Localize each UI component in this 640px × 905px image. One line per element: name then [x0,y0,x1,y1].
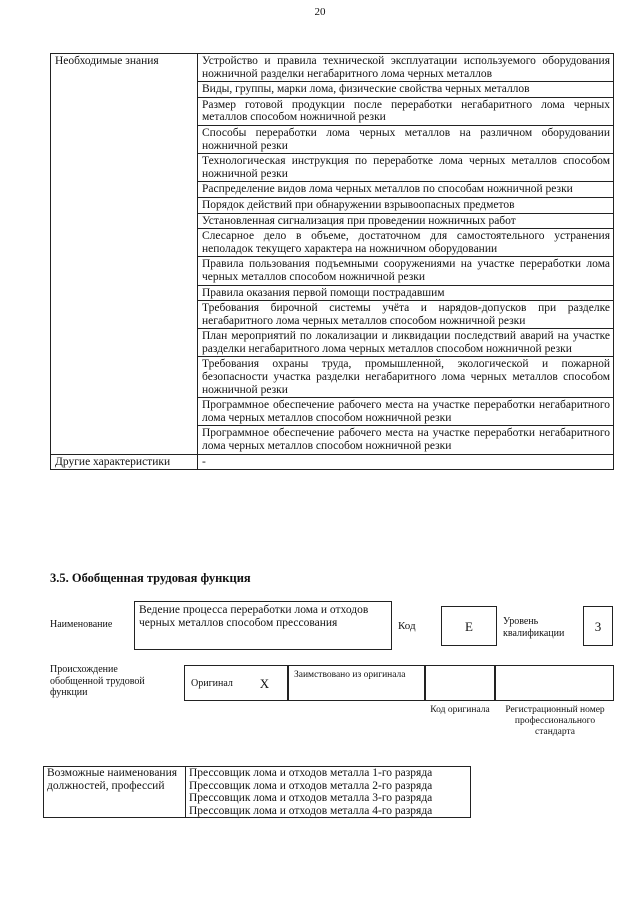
other-characteristics-label: Другие характеристики [51,454,198,470]
code-label: Код [398,620,416,632]
knowledge-item: Требования бирочной системы учёта и нарядов-допусков при разделке негабаритного лома черных металлов способом ножничной резки [198,301,614,329]
section-heading: 3.5. Обобщенная трудовая функция [50,571,251,585]
positions-table [43,766,471,818]
position-item: Прессовщик лома и отходов металла 1-го разряда [189,767,433,779]
original-label: Оригинал [184,665,242,701]
name-value: Ведение процесса переработки лома и отходов черных металлов способом прессования [134,601,392,650]
knowledge-item: Установленная сигнализация при проведении ножничных работ [198,213,614,229]
positions-list [186,767,471,818]
position-item: Прессовщик лома и отходов металла 2-го разряда [189,779,433,792]
knowledge-item: Программное обеспечение рабочего места на участке переработки негабаритного лома черных металлов способом ножничной резки [198,426,614,454]
borrowed-label: Заимствовано из оригинала [288,665,425,701]
position-item: Прессовщик лома и отходов металла 4-го разряда [189,804,433,817]
positions-label: Возможные наименования должностей, профессий [44,767,186,818]
code-original-cell [425,665,495,701]
level-value: 3 [583,606,613,646]
knowledge-item: Устройство и правила технической эксплуатации используемого оборудования ножничной разделки негабаритного лома черных металлов [198,54,614,82]
knowledge-item: Виды, группы, марки лома, физические свойства черных металлов [198,82,614,98]
knowledge-item: Способы переработки лома черных металлов на различном оборудовании ножничной резки [198,125,614,153]
knowledge-item: Программное обеспечение рабочего места на участке переработки негабаритного лома черных металлов способом ножничной резки [198,398,614,426]
reg-number-label: Регистрационный номер профессионального стандарта [505,705,605,737]
knowledge-item: Технологическая инструкция по переработке лома черных металлов способом ножничной резки [198,154,614,182]
position-item: Прессовщик лома и отходов металла 3-го разряда [189,792,433,805]
other-characteristics-row [51,454,614,470]
knowledge-item: Распределение видов лома черных металлов по способам ножничной резки [198,182,614,198]
knowledge-item: Порядок действий при обнаружении взрывоопасных предметов [198,197,614,213]
other-characteristics-value: - [198,454,614,470]
knowledge-item: Размер готовой продукции после переработки негабаритного лома черных металлов способом ножничной резки [198,97,614,125]
knowledge-label: Необходимые знания [51,54,198,455]
knowledge-table [50,53,614,470]
knowledge-item: Правила оказания первой помощи пострадавшим [198,285,614,301]
knowledge-item: Правила пользования подъемными сооружениями на участке переработки лома черных металлов способом ножничной резки [198,257,614,285]
origin-label: Происхождение обобщенной трудовой функции [50,664,145,698]
origin-row [184,665,614,701]
knowledge-item: Слесарное дело в объеме, достаточном для самостоятельного устранения неполадок текущего характера на ножничном оборудовании [198,229,614,257]
code-value: E [441,606,497,646]
code-original-label: Код оригинала [430,705,490,715]
reg-number-cell [495,665,614,701]
knowledge-item: План мероприятий по локализации и ликвидации последствий аварий на участке разделки негабаритного лома черных металлов способом ножничной резки [198,329,614,357]
original-mark: X [242,665,288,701]
name-label: Наименование [50,619,113,630]
level-label: Уровень квалификации [503,616,565,639]
knowledge-item: Требования охраны труда, промышленной, экологической и пожарной безопасности участка разделки негабаритного лома черных металлов способом ножничной резки [198,357,614,398]
knowledge-row [51,54,614,82]
page-number: 20 [314,6,326,18]
